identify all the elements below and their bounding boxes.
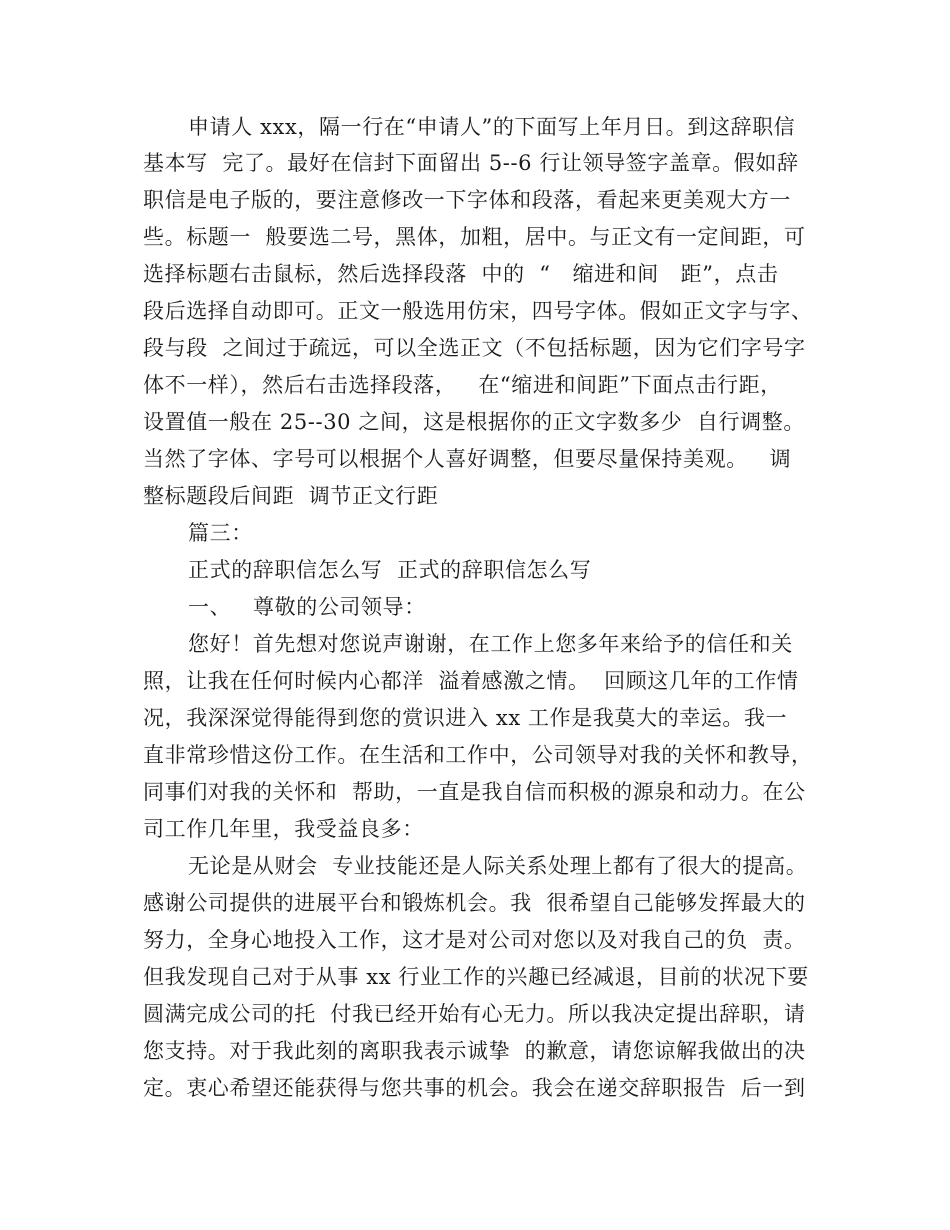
text-line-7: 段与段 之间过于疏远，可以全选正文（不包括标题，因为它们字号字 bbox=[143, 336, 806, 360]
text-line-3: 职信是电子版的，要注意修改一下字体和段落，看起来更美观大方一 bbox=[143, 188, 791, 212]
salutation: 一、 尊敬的公司领导： bbox=[188, 595, 426, 619]
text-line-26: 您支持。对于我此刻的离职我表示诚挚 的歉意，请您谅解我做出的决 bbox=[143, 1039, 806, 1063]
text-line-11: 整标题段后间距 调节正文行距 bbox=[143, 484, 439, 508]
text-line-20: 司工作几年里，我受益良多： bbox=[143, 817, 424, 841]
text-line-4: 些。标题一 般要选二号，黑体，加粗，居中。与正文有一定间距，可 bbox=[143, 225, 806, 249]
text-line-1: 申请人 xxx，隔一行在“申请人”的下面写上年月日。到这辞职信 bbox=[188, 115, 796, 139]
text-line-2: 基本写 完了。最好在信封下面留出 5--6 行让领导签字盖章。假如辞 bbox=[143, 151, 799, 175]
text-line-22: 感谢公司提供的进展平台和锻炼机会。我 很希望自己能够发挥最大的 bbox=[143, 891, 806, 915]
text-line-19: 同事们对我的关怀和 帮助，一直是我自信而积极的源泉和动力。在公 bbox=[143, 780, 806, 804]
section-heading: 篇三： bbox=[188, 521, 253, 545]
text-line-9: 设置值一般在 25--30 之间，这是根据你的正文字数多少 自行调整。 bbox=[143, 410, 805, 434]
text-line-17: 况，我深深觉得能得到您的赏识进入 xx 工作是我莫大的幸运。我一 bbox=[143, 706, 788, 730]
text-line-24: 但我发现自己对于从事 xx 行业工作的兴趣已经减退，目前的状况下要 bbox=[143, 965, 809, 989]
text-line-15: 您好！首先想对您说声谢谢，在工作上您多年来给予的信任和关 bbox=[188, 632, 793, 656]
letter-title: 正式的辞职信怎么写 正式的辞职信怎么写 bbox=[188, 558, 592, 582]
text-line-27: 定。衷心希望还能获得与您共事的机会。我会在递交辞职报告 后一到 bbox=[143, 1076, 806, 1100]
text-line-10: 当然了字体、字号可以根据个人喜好调整，但要尽量保持美观。 调 bbox=[143, 447, 792, 471]
text-line-16: 照，让我在任何时候内心都洋 溢着感激之情。 回顾这几年的工作情 bbox=[143, 669, 799, 693]
text-line-5: 选择标题右击鼠标，然后选择段落 中的 “ 缩进和间 距”，点击 bbox=[143, 262, 779, 286]
text-line-25: 圆满完成公司的托 付我已经开始有心无力。所以我决定提出辞职，请 bbox=[143, 1002, 806, 1026]
text-line-18: 直非常珍惜这份工作。在生活和工作中，公司领导对我的关怀和教导， bbox=[143, 743, 813, 767]
text-line-8: 体不一样），然后右击选择段落， 在“缩进和间距”下面点击行距， bbox=[143, 373, 782, 397]
text-line-23: 努力，全身心地投入工作，这才是对公司对您以及对我自己的负 责。 bbox=[143, 928, 806, 952]
text-line-21: 无论是从财会 专业技能还是人际关系处理上都有了很大的提高。 bbox=[188, 854, 808, 878]
text-line-6: 段后选择自动即可。正文一般选用仿宋，四号字体。假如正文字与字、 bbox=[143, 299, 813, 323]
